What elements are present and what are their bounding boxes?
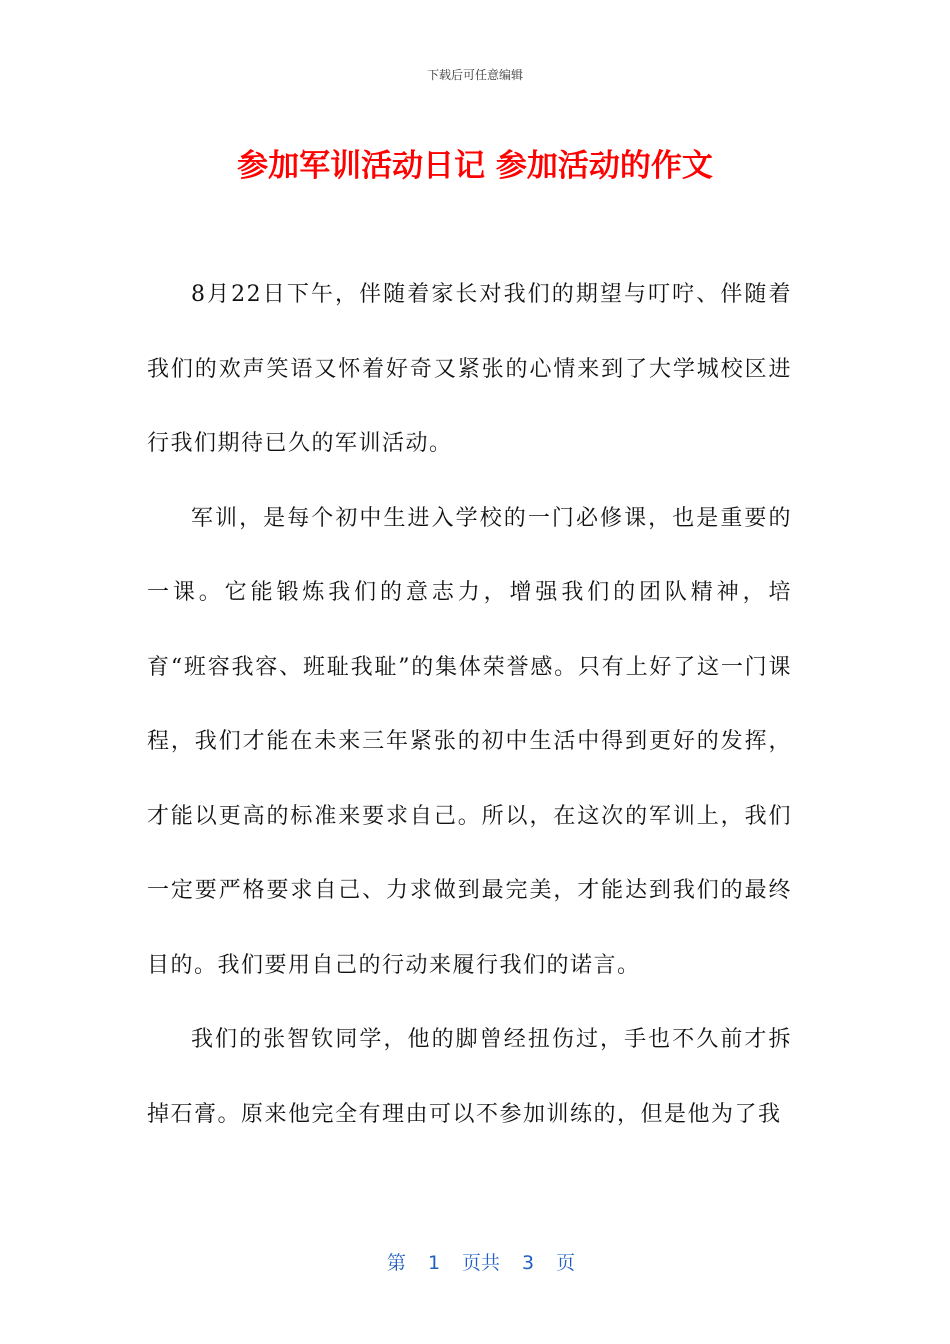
document-title: 参加军训活动日记 参加活动的作文 (237, 148, 713, 184)
paragraph-1: 8月22日下午，伴随着家长对我们的期望与叮咛、伴随着我们的欢声笑语又怀着好奇又紧张的心情来到了大学城校区进行我们期待已久的军训活动。 (147, 282, 792, 456)
page-prefix: 第 (386, 1252, 406, 1274)
header-note: 下载后可任意编辑 (426, 68, 523, 82)
page-footer (0, 1226, 950, 1275)
document-body (147, 258, 792, 1152)
page-total: 3 (522, 1252, 535, 1274)
page-middle: 页共 (462, 1252, 501, 1274)
page-suffix: 页 (556, 1252, 576, 1274)
paragraph-3: 我们的张智钦同学，他的脚曾经扭伤过，手也不久前才拆掉石膏。原来他完全有理由可以不参加训练的，但是他为了我 (147, 1027, 792, 1127)
page-current: 1 (427, 1252, 441, 1274)
paragraph-2: 军训，是每个初中生进入学校的一门必修课，也是重要的一课。它能锻炼我们的意志力，增强我们的团队精神，培育“班容我容、班耻我耻”的集体荣誉感。只有上好了这一门课程，我们才能在未来三年紧张的初中生活中得到更好的发挥，才能以更高的标准来要求自己。所以，在这次的军训上，我们一定要严格要求自己、力求做到最完美，才能达到我们的最终目的。我们要用自己的行动来履行我们的诺言。 (147, 505, 792, 978)
